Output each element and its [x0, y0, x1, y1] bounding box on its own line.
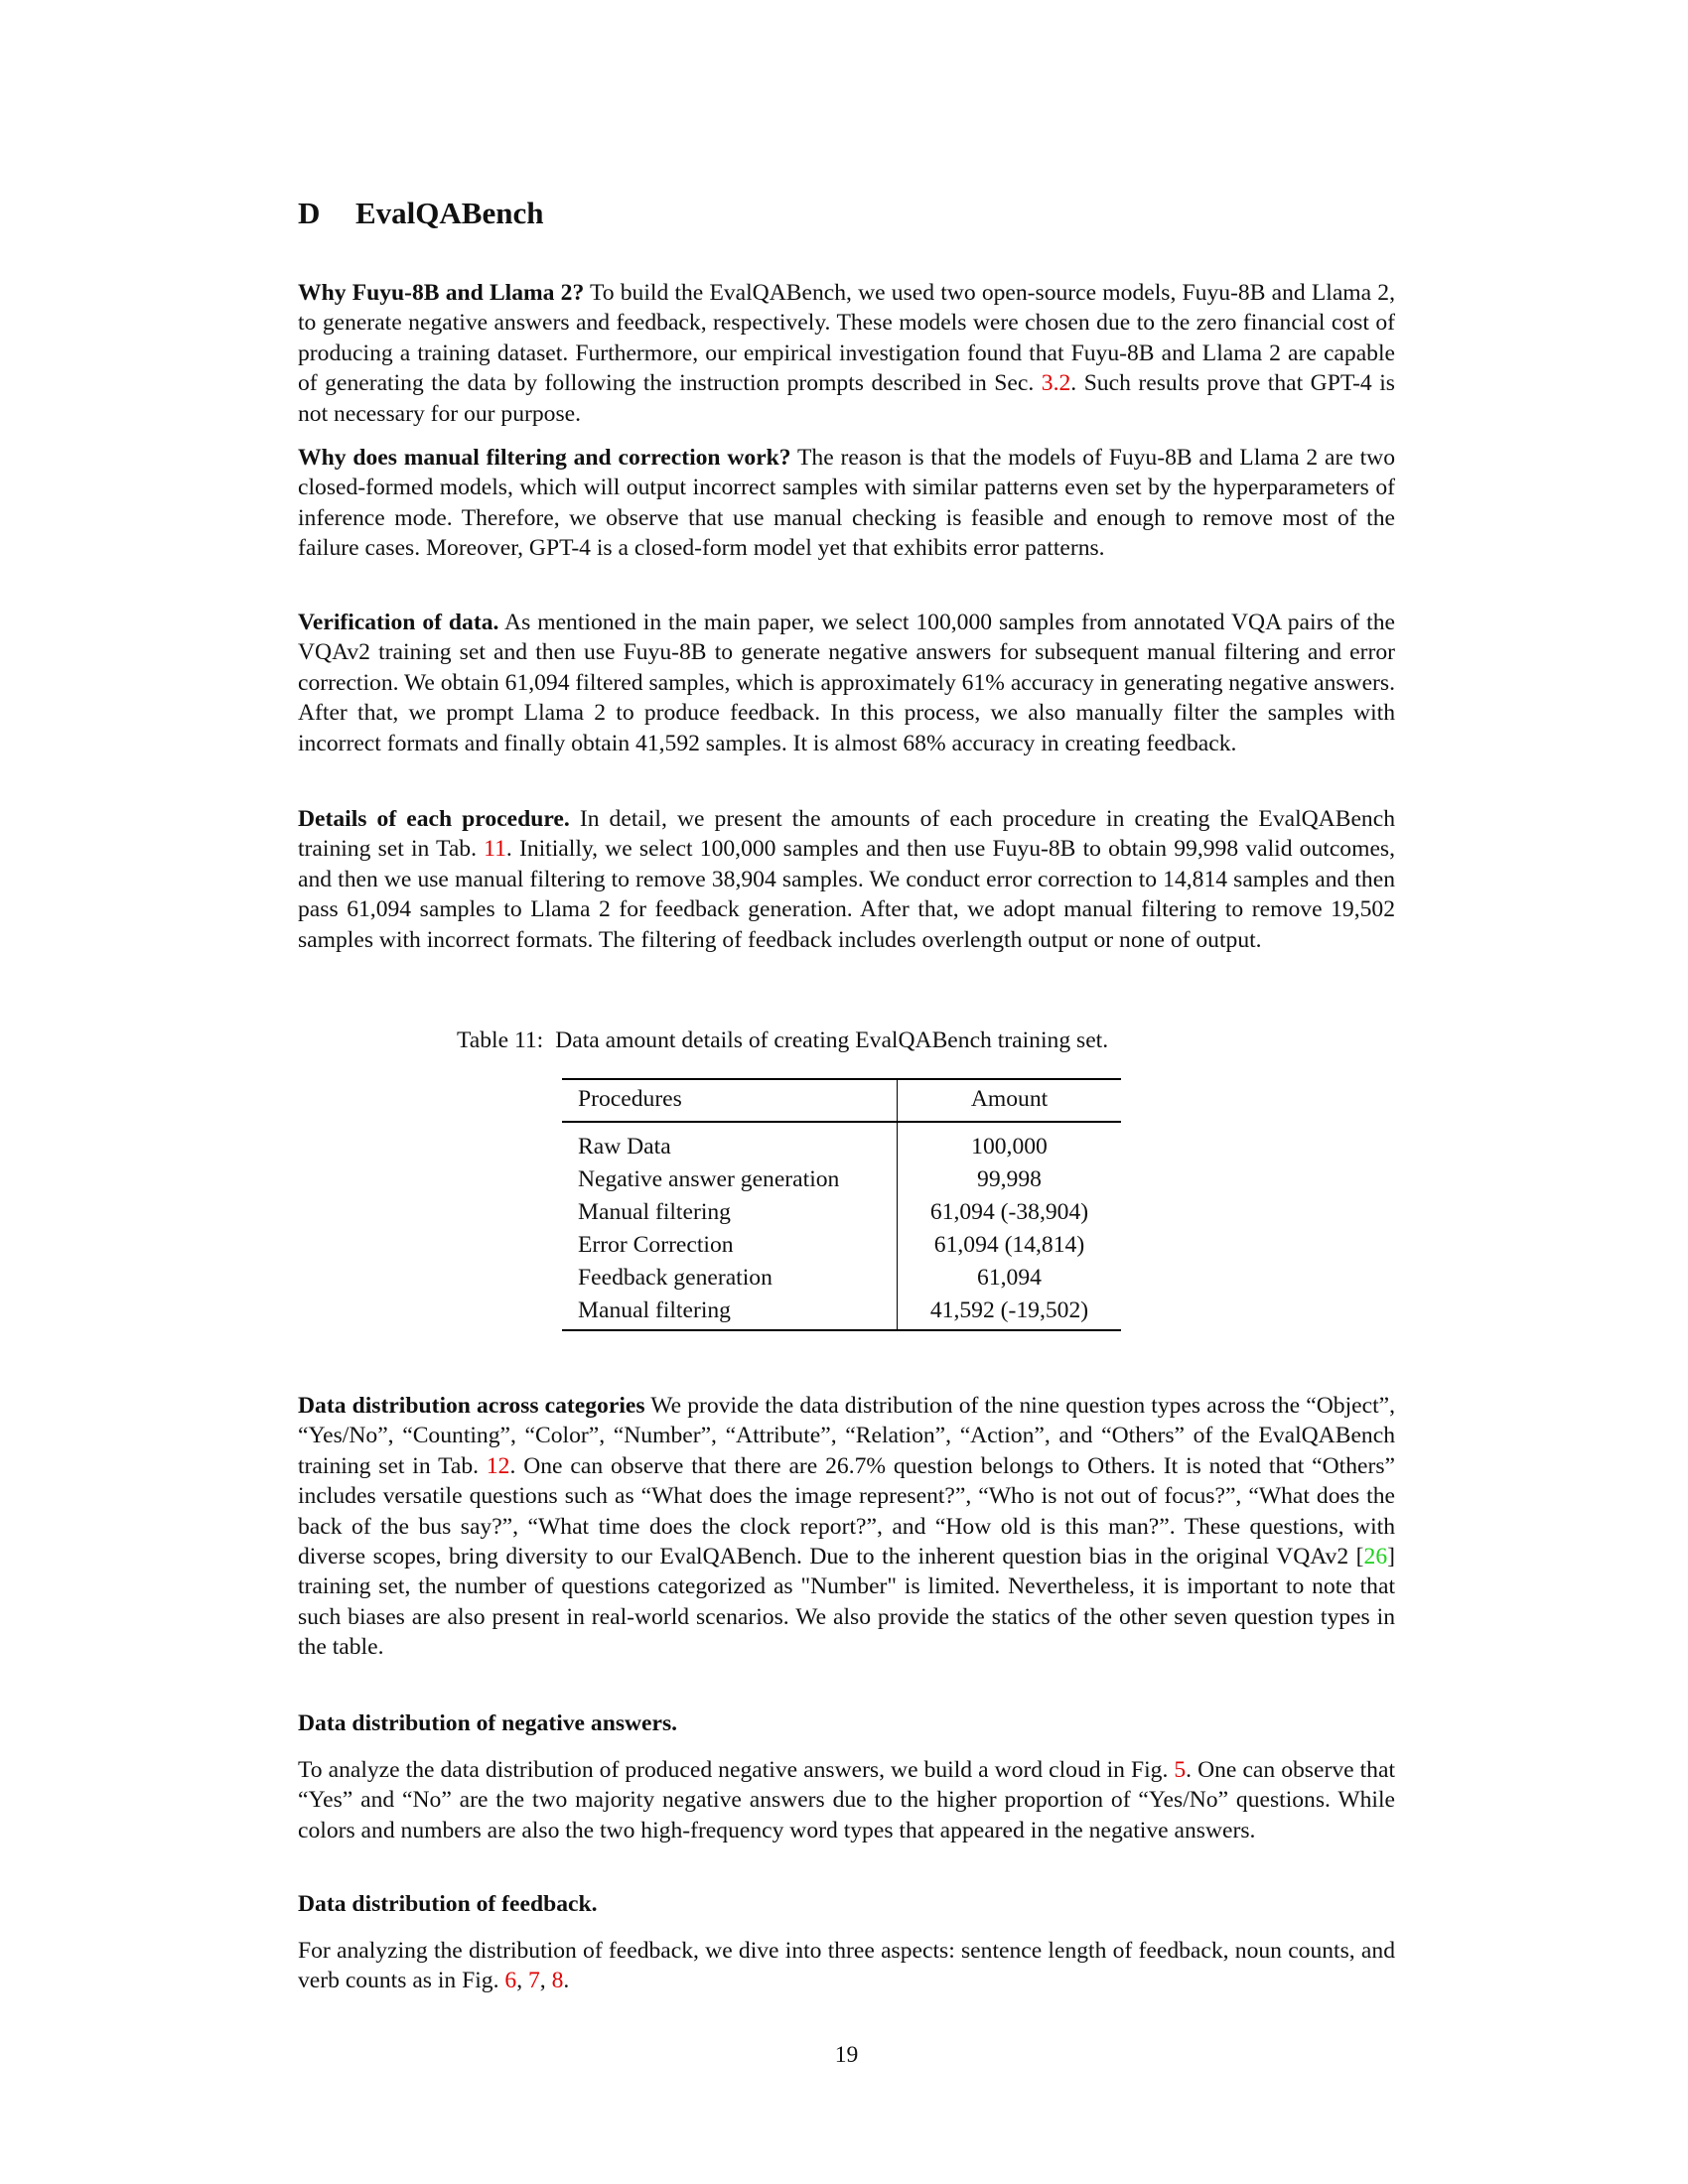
paragraph-text: . One can observe that “Yes” and “No” are the two majority negative answers due to the higher proportion of “Yes/No” questions. While colors and numbers are also the two high-frequency word types that appeared in the negative answers. [298, 1757, 1395, 1843]
amount-cell: 99,998 [977, 1166, 1042, 1192]
procedure-cell: Raw Data [562, 1122, 898, 1163]
table-header-row [562, 1079, 1121, 1122]
paragraph-text: . [563, 1968, 570, 1994]
section-title: EvalQABench [355, 196, 544, 230]
paragraph-manual-filtering [298, 443, 1395, 564]
page-number: 19 [834, 2042, 859, 2068]
amount-cell: 61,094 [977, 1265, 1042, 1291]
paragraph-text: In detail, we present the amounts of each procedure in creating the EvalQABench training set in Tab. [298, 806, 1395, 863]
amount-cell: 41,592 (-19,502) [898, 1295, 1122, 1330]
paragraph-text: . One can observe that there are 26.7% question belongs to Others. It is noted that “Others” includes versatile questions such as “What does the image represent?”, “Who is not out of focus?”, “What does the back of the bus say?”, “What time does the clock report?”, and “How old is this man?”. These questions, with diverse scopes, bring diversity to our EvalQABench. Due to the inherent question bias in the original VQAv2 [ [298, 1452, 1396, 1570]
separator: , [539, 1968, 552, 1994]
paragraph-lead: Data distribution across categories [298, 1393, 645, 1419]
column-header-procedures: Procedures [562, 1079, 898, 1122]
paragraph-text: To analyze the data distribution of produced negative answers, we build a word cloud in Fig. [298, 1757, 1175, 1783]
table-caption [457, 1027, 1108, 1054]
paragraph-text: We provide the data distribution of the nine question types across the “Object”, “Yes/No”, “Counting”, “Color”, “Number”, “Attribute”, “Relation”, “Action”, and “Others” of the EvalQABench training set in Tab. [298, 1393, 1395, 1479]
table-ref-link[interactable]: 12 [486, 1452, 510, 1479]
figure-ref-link[interactable]: 5 [1174, 1757, 1187, 1783]
paragraph-category-distribution [298, 1391, 1395, 1663]
table-caption-text: Data amount details of creating EvalQABench training set. [555, 1027, 1109, 1053]
table-row [562, 1122, 1121, 1163]
paragraph-why-fuyu-llama [298, 278, 1395, 429]
subheading-negative-answers: Data distribution of negative answers. [298, 1710, 678, 1736]
paragraph-verification [298, 608, 1395, 758]
subheading-feedback: Data distribution of feedback. [298, 1891, 598, 1917]
table-caption-label: Table 11: [457, 1027, 544, 1053]
table-row [562, 1163, 1121, 1196]
procedure-cell: Feedback generation [562, 1262, 898, 1295]
paragraph-lead: Verification of data. [298, 610, 499, 635]
amount-cell: 100,000 [971, 1134, 1048, 1160]
paragraph-text: The reason is that the models of Fuyu-8B and Llama 2 are two closed-formed models, which will output incorrect samples with similar patterns even set by the hyperparameters of inference mode. Therefore, we observe that use manual checking is feasible and enough to remove most of the failure cases. Moreover, GPT-4 is a closed-form model yet that exhibits error patterns. [298, 445, 1395, 562]
paragraph-negative-answers [298, 1755, 1395, 1845]
paragraph-feedback [298, 1936, 1395, 1996]
procedure-cell: Negative answer generation [562, 1163, 898, 1196]
procedure-cell: Manual filtering [562, 1196, 898, 1229]
paragraph-lead: Details of each procedure. [298, 806, 570, 832]
amount-cell: 61,094 (-38,904) [929, 1199, 1089, 1225]
table-row [562, 1196, 1121, 1229]
paragraph-text: For analyzing the distribution of feedback, we dive into three aspects: sentence length of feedback, noun counts, and verb counts as in Fig. [298, 1938, 1395, 1994]
paragraph-procedure-details [298, 804, 1395, 955]
paragraph-text: . Such results prove that GPT-4 is not necessary for our purpose. [298, 370, 1395, 427]
paragraph-text: . Initially, we select 100,000 samples and then use Fuyu-8B to obtain 99,998 valid outcomes, and then we use manual filtering to remove 38,904 samples. We conduct error correction to 14,814 samples and then pass 61,094 samples to Llama 2 for feedback generation. After that, we adopt manual filtering to remove 19,502 samples with incorrect formats. The filtering of feedback includes overlength output or none of output. [298, 836, 1396, 953]
section-heading [298, 196, 543, 231]
paragraph-text: To build the EvalQABench, we used two open-source models, Fuyu-8B and Llama 2, to generate negative answers and feedback, respectively. These models were chosen due to the zero financial cost of producing a training dataset. Furthermore, our empirical investigation found that Fuyu-8B and Llama 2 are capable of generating the data by following the instruction prompts described in Sec. [298, 280, 1395, 397]
paragraph-lead: Why Fuyu-8B and Llama 2? [298, 280, 585, 306]
paragraph-lead: Why does manual filtering and correction work? [298, 445, 791, 471]
section-number: D [298, 196, 321, 230]
paragraph-text: ] training set, the number of questions categorized as "Number" is limited. Nevertheless, it is important to note that such biases are also present in real-world scenarios. We also provide the statics of the other seven question types in the table. [298, 1544, 1395, 1661]
figure-ref-link[interactable]: 7 [528, 1968, 540, 1994]
figure-ref-link[interactable]: 8 [551, 1968, 564, 1994]
table-row [562, 1295, 1121, 1330]
figure-ref-link[interactable]: 6 [504, 1968, 517, 1994]
data-amount-table [562, 1078, 1121, 1331]
table-ref-link[interactable]: 11 [484, 836, 506, 863]
amount-cell: 61,094 (14,814) [933, 1232, 1085, 1258]
procedure-cell: Error Correction [562, 1229, 898, 1262]
separator: , [516, 1968, 528, 1994]
paragraph-text: As mentioned in the main paper, we select 100,000 samples from annotated VQA pairs of the VQAv2 training set and then use Fuyu-8B to generate negative answers for subsequent manual filtering and error correction. We obtain 61,094 filtered samples, which is approximately 61% accuracy in generating negative answers. After that, we prompt Llama 2 to produce feedback. In this process, we also manually filter the samples with incorrect formats and finally obtain 41,592 samples. It is almost 68% accuracy in creating feedback. [298, 610, 1395, 756]
procedure-cell: Manual filtering [562, 1295, 898, 1330]
section-ref-link[interactable]: 3.2 [1041, 370, 1071, 397]
table-row [562, 1229, 1121, 1262]
column-header-amount: Amount [898, 1079, 1122, 1122]
citation-link[interactable]: 26 [1363, 1544, 1388, 1570]
table-row [562, 1262, 1121, 1295]
